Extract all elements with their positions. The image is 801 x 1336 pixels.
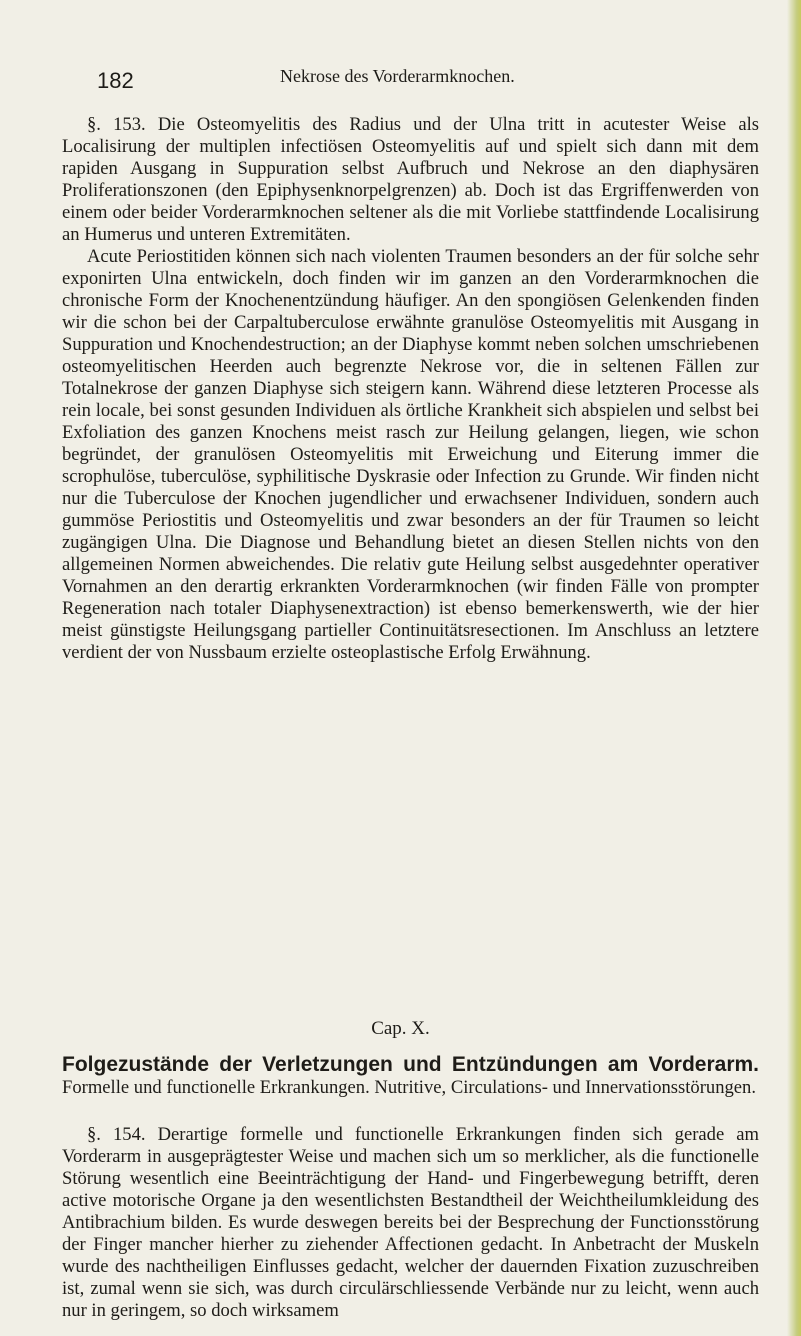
- page-header: [97, 66, 757, 100]
- chapter-heading: [62, 1054, 759, 1099]
- section-154-paragraph-1: §. 154. Derartige formelle und functionelle Erkrankungen finden sich gerade am Vorderarm in ausgeprägtester Weise und machen sich um so merklicher, als die functionelle Störung wesentlich eine Beeinträchtigung der Hand- und Fingerbewegung betrifft, deren active motorische Organe ja den wesentlichsten Bestandtheil der Weichtheilumkleidung des Antibrachium bilden. Es wurde deswegen bereits bei der Besprechung der Functionsstörung der Finger mancher hierher zu ziehender Affectionen gedacht. In Anbetracht der Muskeln wurde des nachtheiligen Einflusses gedacht, welcher der dauernden Fixation zuzuschreiben ist, zumal wenn sie sich, was durch circulärschliessende Verbände nur zu leicht, wenn auch nur in geringem, so doch wirksamem: [62, 1124, 759, 1321]
- chapter-label: Cap. X.: [371, 1018, 430, 1039]
- section-153: [62, 114, 759, 664]
- chapter-title: Folgezustände der Verletzungen und Entzündungen am Vorderarm.: [62, 1053, 759, 1076]
- page-edge-stain: [787, 0, 801, 1336]
- section-153-paragraph-2: Acute Periostitiden können sich nach violenten Traumen besonders an der für solche sehr exponirten Ulna entwickeln, doch finden wir im ganzen an den Vorderarmknochen die chronische Form der Knochenentzündung häufiger. An den spongiösen Gelenkenden finden wir die schon bei der Carpaltuberculose erwähnte granulöse Osteomyelitis mit Ausgang in Suppuration und Knochendestruction; an der Diaphyse kommt neben solchen umschriebenen osteomyelitischen Heerden auch begrenzte Nekrose vor, die in seltenen Fällen zur Totalnekrose der ganzen Diaphyse sich steigern kann. Während diese letzteren Processe als rein locale, bei sonst gesunden Individuen als örtliche Krankheit sich abspielen und selbst bei Exfoliation des ganzen Knochens meist rasch zur Heilung gelangen, liegen, wie schon begründet, der granulösen Osteomyelitis mit Erweichung und Eiterung immer die scrophulöse, tuberculöse, syphilitische Dyskrasie oder Infection zu Grunde. Wir finden nicht nur die Tuberculose der Knochen jugendlicher und erwachsener Individuen, sondern auch gummöse Periostitis und Osteomyelitis und zwar besonders an der für Traumen so leicht zugängigen Ulna. Die Diagnose und Behandlung bietet an diesen Stellen nichts von den allgemeinen Normen abweichendes. Die relativ gute Heilung selbst ausgedehnter operativer Vornahmen an den derartig erkrankten Vorderarmknochen (wir finden Fälle von prompter Regeneration nach totaler Diaphysenextraction) ist ebenso bemerkenswerth, wie der hier meist günstigste Heilungsgang partieller Continuitätsresectionen. Im Anschluss an letztere verdient der von Nussbaum erzielte osteoplastische Erfolg Erwähnung.: [62, 246, 759, 663]
- chapter-subtitle: Formelle und functionelle Erkrankungen. Nutritive, Circulations- und Innervationsstörungen.: [62, 1077, 757, 1098]
- section-153-paragraph-1: §. 153. Die Osteomyelitis des Radius und der Ulna tritt in acutester Weise als Localisirung der multiplen infectiösen Osteomyelitis auf und spielt sich dann mit dem rapiden Ausgang in Suppuration selbst Aufbruch und Nekrose an den diaphysären Proliferationszonen (den Epiphysenknorpelgrenzen) ab. Doch ist das Ergriffenwerden von einem oder beider Vorderarmknochen seltener als die mit Vorliebe stattfindende Localisirung an Humerus und unteren Extremitäten.: [62, 114, 759, 245]
- running-title: Nekrose des Vorderarmknochen.: [280, 66, 515, 86]
- chapter-heading-text: [62, 1054, 759, 1099]
- section-154: [62, 1124, 759, 1322]
- page-number: 182: [97, 68, 134, 93]
